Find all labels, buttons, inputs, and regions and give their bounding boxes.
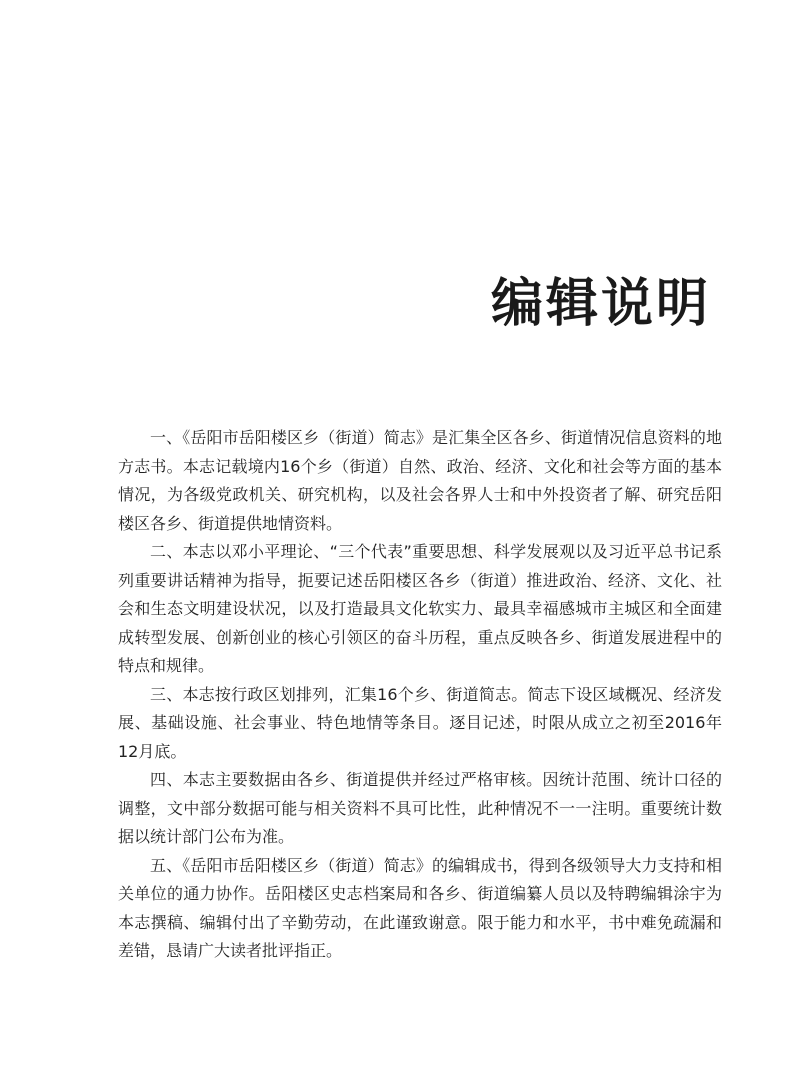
paragraph-3: 三、本志按行政区划排列，汇集16个乡、街道简志。简志下设区域概况、经济发展、基础设施、社会事业、特色地情等条目。逐目记述，时限从成立之初至2016年12月底。 (118, 684, 722, 761)
paragraph-4: 四、本志主要数据由各乡、街道提供并经过严格审核。因统计范围、统计口径的调整，文中部分数据可能与相关资料不具可比性，此种情况不一一注明。重要统计数据以统计部门公布为准。 (118, 770, 722, 846)
paragraph-2: 二、本志以邓小平理论、“三个代表”重要思想、科学发展观以及习近平总书记系列重要讲话精神为指导，扼要记述岳阳楼区各乡（街道）推进政治、经济、文化、社会和生态文明建设状况，以及打造最具文化软实力、最具幸福感城市主城区和全面建成转型发展、创新创业的核心引领区的奋斗历程，重点反映各乡、街道发展进程中的特点和规律。 (118, 542, 722, 675)
body-text (118, 424, 722, 966)
page-title: 编辑说明 (490, 274, 711, 334)
paragraph-1: 一、《岳阳市岳阳楼区乡（街道）简志》是汇集全区各乡、街道情况信息资料的地方志书。本志记载境内16个乡（街道）自然、政治、经济、文化和社会等方面的基本情况，为各级党政机关、研究机构，以及社会各界人士和中外投资者了解、研究岳阳楼区各乡、街道提供地情资料。 (118, 428, 722, 533)
paragraph-5: 五、《岳阳市岳阳楼区乡（街道）简志》的编辑成书，得到各级领导大力支持和相关单位的通力协作。岳阳楼区史志档案局和各乡、街道编纂人员以及特聘编辑涂宇为本志撰稿、编辑付出了辛勤劳动，在此谨致谢意。限于能力和水平，书中难免疏漏和差错，恳请广大读者批评指正。 (118, 855, 722, 960)
